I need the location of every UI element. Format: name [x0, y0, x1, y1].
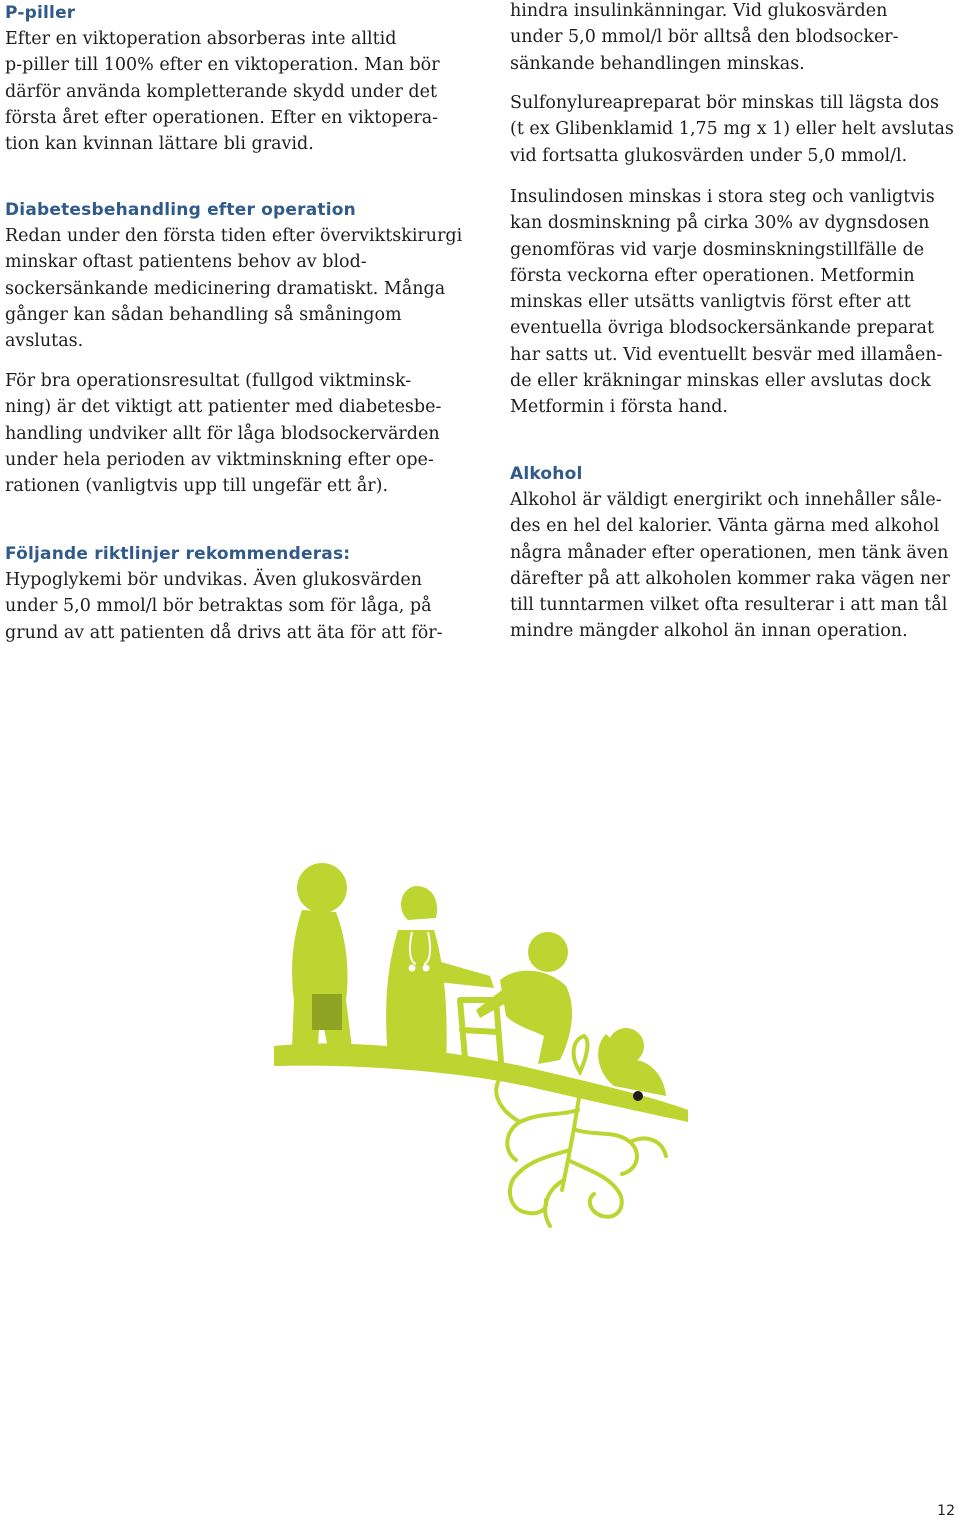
section-heading: P-piller	[5, 3, 76, 23]
text-line: kan dosminskning på cirka 30% av dygnsdosen	[510, 213, 930, 234]
text-line: under 5,0 mmol/l bör alltså den blodsocker-	[510, 27, 899, 48]
sprout-icon	[574, 1036, 588, 1072]
text-line: hindra insulinkänningar. Vid glukosvärden	[510, 1, 888, 21]
text-line: gånger kan sådan behandling så småningom	[5, 304, 402, 325]
text-line: Sulfonylureapreparat bör minskas till lägsta dos	[510, 93, 940, 113]
text-line: ning) är det viktigt att patienter med diabetesbe-	[5, 397, 442, 418]
text-line: sänkande behandlingen minskas.	[510, 53, 805, 74]
woman-figure-icon	[292, 863, 352, 1048]
text-line: vid fortsatta glukosvärden under 5,0 mmol/l.	[510, 145, 908, 166]
section-p-piller	[5, 0, 460, 157]
section-continuation	[510, 0, 958, 77]
text-line: des en hel del kalorier. Vänta gärna med alkohol	[510, 516, 940, 537]
section-heading: Alkohol	[510, 464, 583, 484]
text-line: Hypoglykemi bör undvikas. Även glukosvärden	[5, 570, 423, 590]
text-line: Redan under den första tiden efter överviktskirurgi	[5, 226, 463, 246]
text-line: Efter en viktoperation absorberas inte alltid	[5, 29, 397, 49]
section-heading: Följande riktlinjer rekommenderas:	[5, 544, 351, 564]
text-line: några månader efter operationen, men tänk även	[510, 542, 949, 563]
text-line: avslutas.	[5, 331, 84, 352]
text-line: därefter på att alkoholen kommer raka vägen ner	[510, 568, 950, 589]
text-line: Insulindosen minskas i stora steg och vanligtvis	[510, 187, 935, 207]
text-line: under 5,0 mmol/l bör betraktas som för låga, på	[5, 596, 432, 617]
text-line: För bra operationsresultat (fullgod viktminsk-	[5, 371, 412, 391]
section-heading: Diabetesbehandling efter operation	[5, 200, 356, 220]
section-operation-results	[5, 368, 460, 499]
section-insulin	[510, 184, 958, 421]
text-line: mindre mängder alkohol än innan operation.	[510, 621, 908, 642]
text-line: Metformin i första hand.	[510, 397, 728, 418]
section-sulfonylurea	[510, 90, 958, 169]
text-line: grund av att patienten då drivs att äta för att för-	[5, 622, 443, 643]
text-line: därför använda kompletterande skydd under det	[5, 81, 437, 102]
text-line: genomföras vid varje dosminskningstillfälle de	[510, 239, 925, 260]
text-line: tion kan kvinnan lättare bli gravid.	[5, 134, 314, 155]
text-line: har satts ut. Vid eventuellt besvär med illamåen-	[510, 344, 943, 365]
section-alkohol	[510, 461, 958, 645]
text-line: rationen (vanligtvis upp till ungefär ett år).	[5, 476, 389, 497]
text-line: första året efter operationen. Efter en viktopera-	[5, 107, 439, 128]
text-line: första veckorna efter operationen. Metformin	[510, 265, 915, 286]
text-line: Alkohol är väldigt energirikt och innehåller såle-	[510, 490, 942, 510]
people-illustration	[270, 860, 690, 1240]
text-line: sockersänkande medicinering dramatiskt. Många	[5, 278, 446, 299]
text-line: eventuella övriga blodsockersänkande preparat	[510, 318, 934, 339]
text-line: p-piller till 100% efter en viktoperation. Man bör	[5, 55, 440, 76]
doctor-figure-icon	[386, 886, 494, 1068]
text-line: (t ex Glibenklamid 1,75 mg x 1) eller helt avslutas	[510, 119, 954, 140]
text-line: de eller kräkningar minskas eller avslutas dock	[510, 371, 931, 392]
section-guidelines	[5, 541, 460, 646]
section-diabetes	[5, 197, 463, 354]
text-line: till tunntarmen vilket ofta resulterar i att man tål	[510, 595, 948, 616]
text-line: under hela perioden av viktminskning efter ope-	[5, 449, 434, 470]
text-line: handling undviker allt för låga blodsockervärden	[5, 423, 440, 444]
text-line: minskas eller utsätts vanligtvis först efter att	[510, 292, 911, 313]
page-number: 12	[937, 1503, 955, 1519]
text-line: minskar oftast patientens behov av blod-	[5, 252, 367, 273]
elderly-figure-icon	[460, 932, 572, 1074]
